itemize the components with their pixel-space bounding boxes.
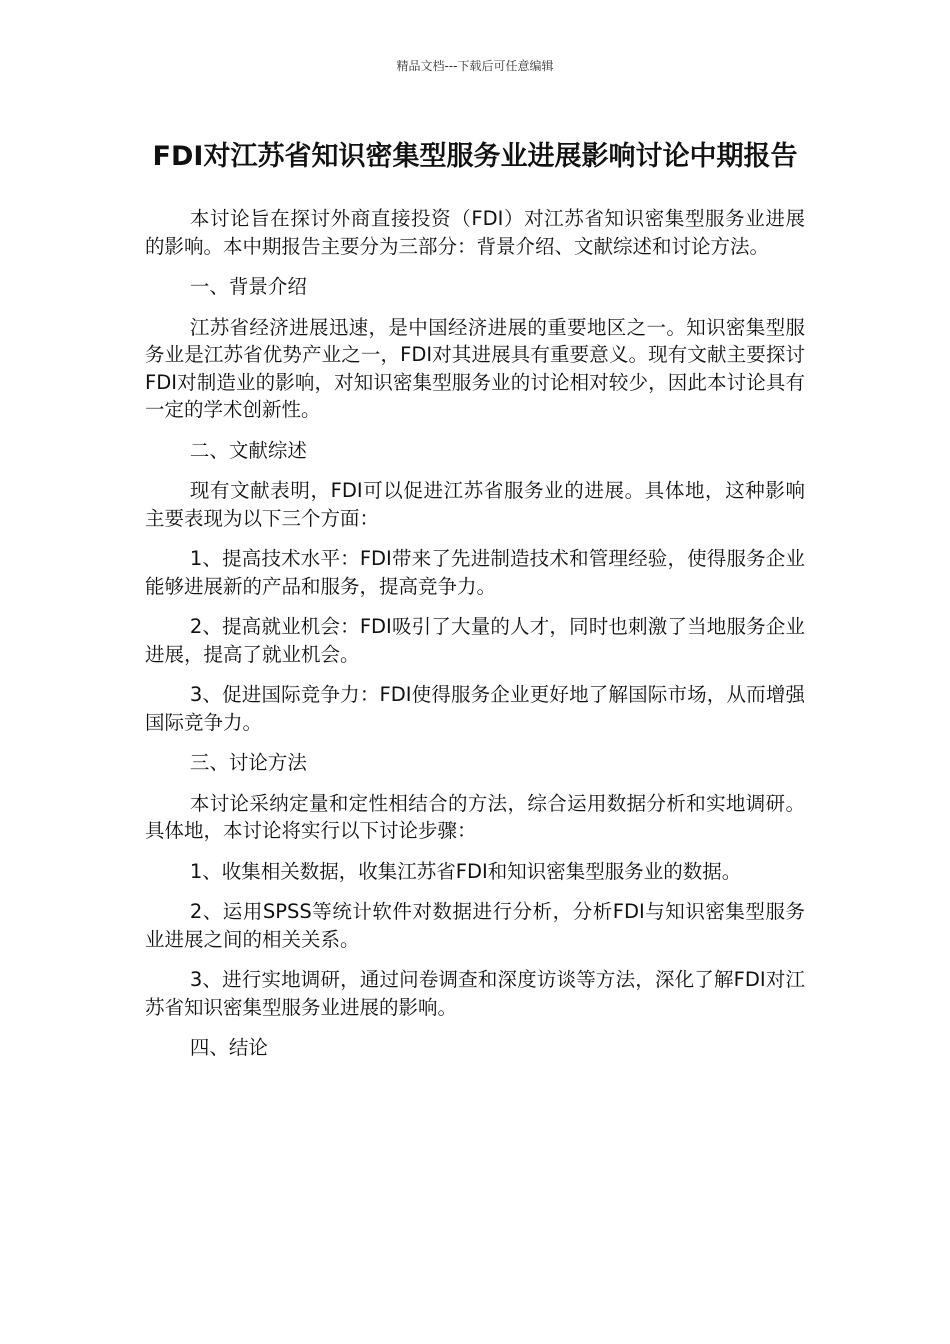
document-body: [145, 205, 805, 1062]
list-item-method-2: 2、运用SPSS等统计软件对数据进行分析，分析FDI与知识密集型服务业进展之间的相关关系。: [145, 900, 805, 951]
paragraph-literature: 现有文献表明，FDI可以促进江苏省服务业的进展。具体地，这种影响主要表现为以下三个方面：: [145, 479, 805, 530]
section-heading-literature: 二、文献综述: [189, 438, 307, 462]
list-item-method-1: 1、收集相关数据，收集江苏省FDI和知识密集型服务业的数据。: [189, 859, 742, 883]
paragraph-method: 本讨论采纳定量和定性相结合的方法，综合运用数据分析和实地调研。具体地，本讨论将实行以下讨论步骤：: [145, 791, 805, 842]
section-heading-conclusion: 四、结论: [189, 1036, 268, 1059]
list-item-literature-2: 2、提高就业机会：FDI吸引了大量的人才，同时也刺激了当地服务企业进展，提高了就业机会。: [145, 615, 805, 666]
section-heading-background: 一、背景介绍: [189, 275, 307, 298]
paragraph-background: 江苏省经济进展迅速，是中国经济进展的重要地区之一。知识密集型服务业是江苏省优势产业之一，FDI对其进展具有重要意义。现有文献主要探讨FDI对制造业的影响，对知识密集型服务业的讨论相对较少，因此本讨论具有一定的学术创新性。: [145, 315, 805, 421]
page-header: 精品文档---下载后可任意编辑: [396, 59, 554, 73]
list-item-method-3: 3、进行实地调研，通过问卷调查和深度访谈等方法，深化了解FDI对江苏省知识密集型服务业进展的影响。: [145, 968, 805, 1019]
paragraph-intro: 本讨论旨在探讨外商直接投资（FDI）对江苏省知识密集型服务业进展的影响。本中期报告主要分为三部分：背景介绍、文献综述和讨论方法。: [145, 207, 805, 258]
section-heading-method: 三、讨论方法: [189, 751, 307, 774]
list-item-literature-1: 1、提高技术水平：FDI带来了先进制造技术和管理经验，使得服务企业能够进展新的产品和服务，提高竞争力。: [145, 547, 805, 598]
list-item-literature-3: 3、促进国际竞争力：FDI使得服务企业更好地了解国际市场，从而增强国际竞争力。: [145, 683, 805, 734]
document-title: FDI对江苏省知识密集型服务业进展影响讨论中期报告: [152, 141, 798, 172]
